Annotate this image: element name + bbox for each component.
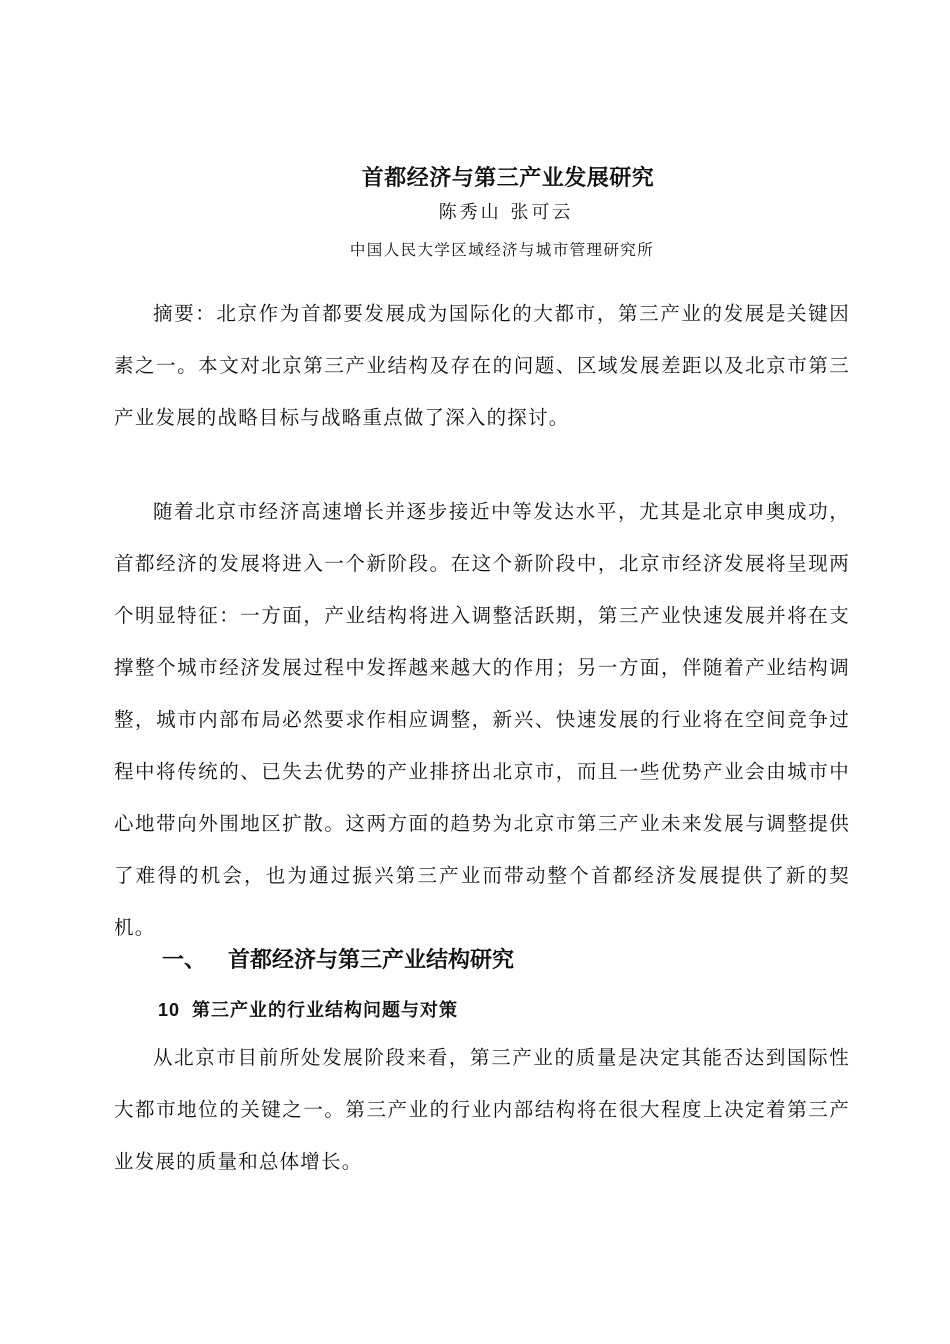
subsection-title: 第三产业的行业结构问题与对策 xyxy=(192,1000,459,1021)
intro-paragraph: 随着北京市经济高速增长并逐步接近中等发达水平，尤其是北京申奥成功，首都经济的发展将进入一个新阶段。在这个新阶段中，北京市经济发展将呈现两个明显特征：一方面，产业结构将进入调整活跃期，第三产业快速发展并将在支撑整个城市经济发展过程中发挥越来越大的作用；另一方面，伴随着产业结构调整，城市内部布局必然要求作相应调整，新兴、快速发展的行业将在空间竞争过程中将传统的、已失去优势的产业排挤出北京市，而且一些优势产业会由城市中心地带向外围地区扩散。这两方面的趋势为北京市第三产业未来发展与调整提供了难得的机会，也为通过振兴第三产业而带动整个首都经济发展提供了新的契机。 xyxy=(114,500,850,939)
section-number: 一、 xyxy=(162,948,207,973)
paper-authors: 陈秀山 张可云 xyxy=(438,202,574,223)
author-affiliation: 中国人民大学区域经济与城市管理研究所 xyxy=(349,241,655,259)
paper-title: 首都经济与第三产业发展研究 xyxy=(361,165,655,191)
abstract-paragraph: 摘要：北京作为首都要发展成为国际化的大都市，第三产业的发展是关键因素之一。本文对北京第三产业结构及存在的问题、区域发展差距以及北京市第三产业发展的战略目标与战略重点做了深入的探讨。 xyxy=(114,302,850,429)
body-paragraph: 从北京市目前所处发展阶段来看，第三产业的质量是决定其能否达到国际性大都市地位的关键之一。第三产业的行业内部结构将在很大程度上决定着第三产业发展的质量和总体增长。 xyxy=(114,1046,850,1173)
subsection-heading xyxy=(158,992,458,1029)
section-heading xyxy=(162,938,514,984)
subsection-number: 10 xyxy=(158,1000,181,1020)
section-title: 首都经济与第三产业结构研究 xyxy=(228,948,515,973)
